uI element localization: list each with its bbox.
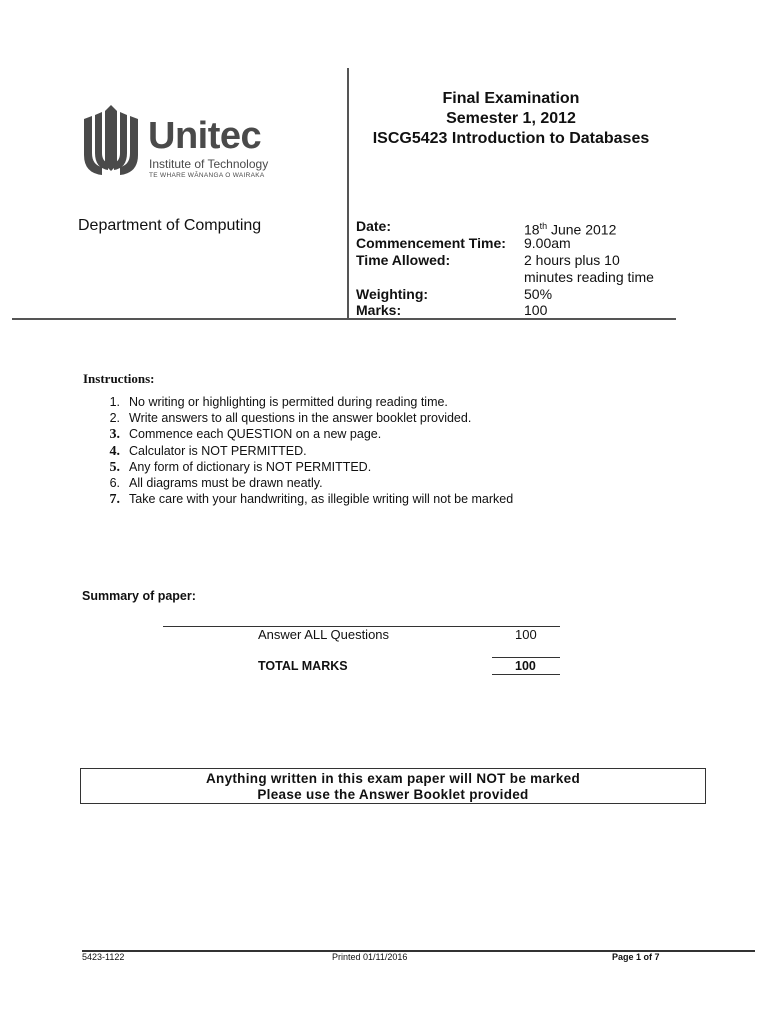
total-bottom-rule [492, 674, 560, 675]
summary-total-label: TOTAL MARKS [258, 659, 348, 673]
commencement-label: Commencement Time: [356, 235, 506, 251]
time-allowed-label: Time Allowed: [356, 252, 451, 268]
notice-box [80, 768, 706, 804]
summary-total-marks: 100 [515, 659, 536, 673]
summary-heading: Summary of paper: [82, 589, 196, 603]
instruction-number: 5. [109, 460, 120, 475]
logo-wordmark: Unitec [148, 115, 262, 157]
instruction-number: 2. [109, 411, 120, 425]
department-name: Department of Computing [78, 217, 262, 234]
time-allowed-value-line2: minutes reading time [524, 269, 654, 285]
header-vertical-divider [347, 68, 349, 320]
marks-value: 100 [524, 302, 548, 318]
instruction-text: Take care with your handwriting, as illegible writing will not be marked [129, 492, 514, 506]
unitec-logo-icon [82, 103, 140, 181]
instruction-text: Write answers to all questions in the answer booklet provided. [129, 411, 472, 425]
footer-code: 5423-1122 [82, 952, 125, 962]
weighting-label: Weighting: [356, 286, 429, 302]
footer-printed-date: Printed 01/11/2016 [332, 952, 408, 962]
exam-title: Final Examination [442, 90, 580, 107]
header-horizontal-divider [12, 318, 676, 320]
instruction-number: 7. [109, 492, 120, 507]
instruction-number: 4. [109, 444, 120, 459]
instruction-number: 3. [109, 427, 120, 442]
time-allowed-value-line1: 2 hours plus 10 [524, 252, 620, 268]
unitec-logo [82, 103, 282, 183]
commencement-value: 9.00am [524, 235, 571, 251]
instruction-text: Commence each QUESTION on a new page. [129, 427, 382, 441]
logo-maori-tagline: TE WHARE WĀNANGA O WAIRAKA [149, 172, 265, 179]
instructions-heading: Instructions: [83, 371, 155, 386]
exam-semester: Semester 1, 2012 [446, 110, 576, 127]
instruction-text: All diagrams must be drawn neatly. [129, 476, 323, 490]
exam-course: ISCG5423 Introduction to Databases [372, 130, 650, 147]
instruction-number: 1. [109, 395, 120, 409]
weighting-value: 50% [524, 286, 553, 302]
instruction-number: 6. [109, 476, 120, 490]
instruction-text: No writing or highlighting is permitted during reading time. [129, 395, 448, 409]
date-label: Date: [356, 218, 392, 234]
instruction-text: Calculator is NOT PERMITTED. [129, 444, 307, 458]
total-top-rule [492, 657, 560, 658]
logo-subtitle: Institute of Technology [149, 157, 269, 171]
summary-question-marks: 100 [515, 627, 537, 642]
instruction-text: Any form of dictionary is NOT PERMITTED. [129, 460, 372, 474]
summary-question-label: Answer ALL Questions [258, 627, 390, 642]
marks-label: Marks: [356, 302, 402, 318]
date-value: 18th June 2012 [524, 221, 617, 238]
notice-line-1: Anything written in this exam paper will NOT be marked [205, 771, 580, 786]
footer-page-number: Page 1 of 7 [612, 952, 660, 962]
notice-line-2: Please use the Answer Booklet provided [257, 787, 529, 802]
